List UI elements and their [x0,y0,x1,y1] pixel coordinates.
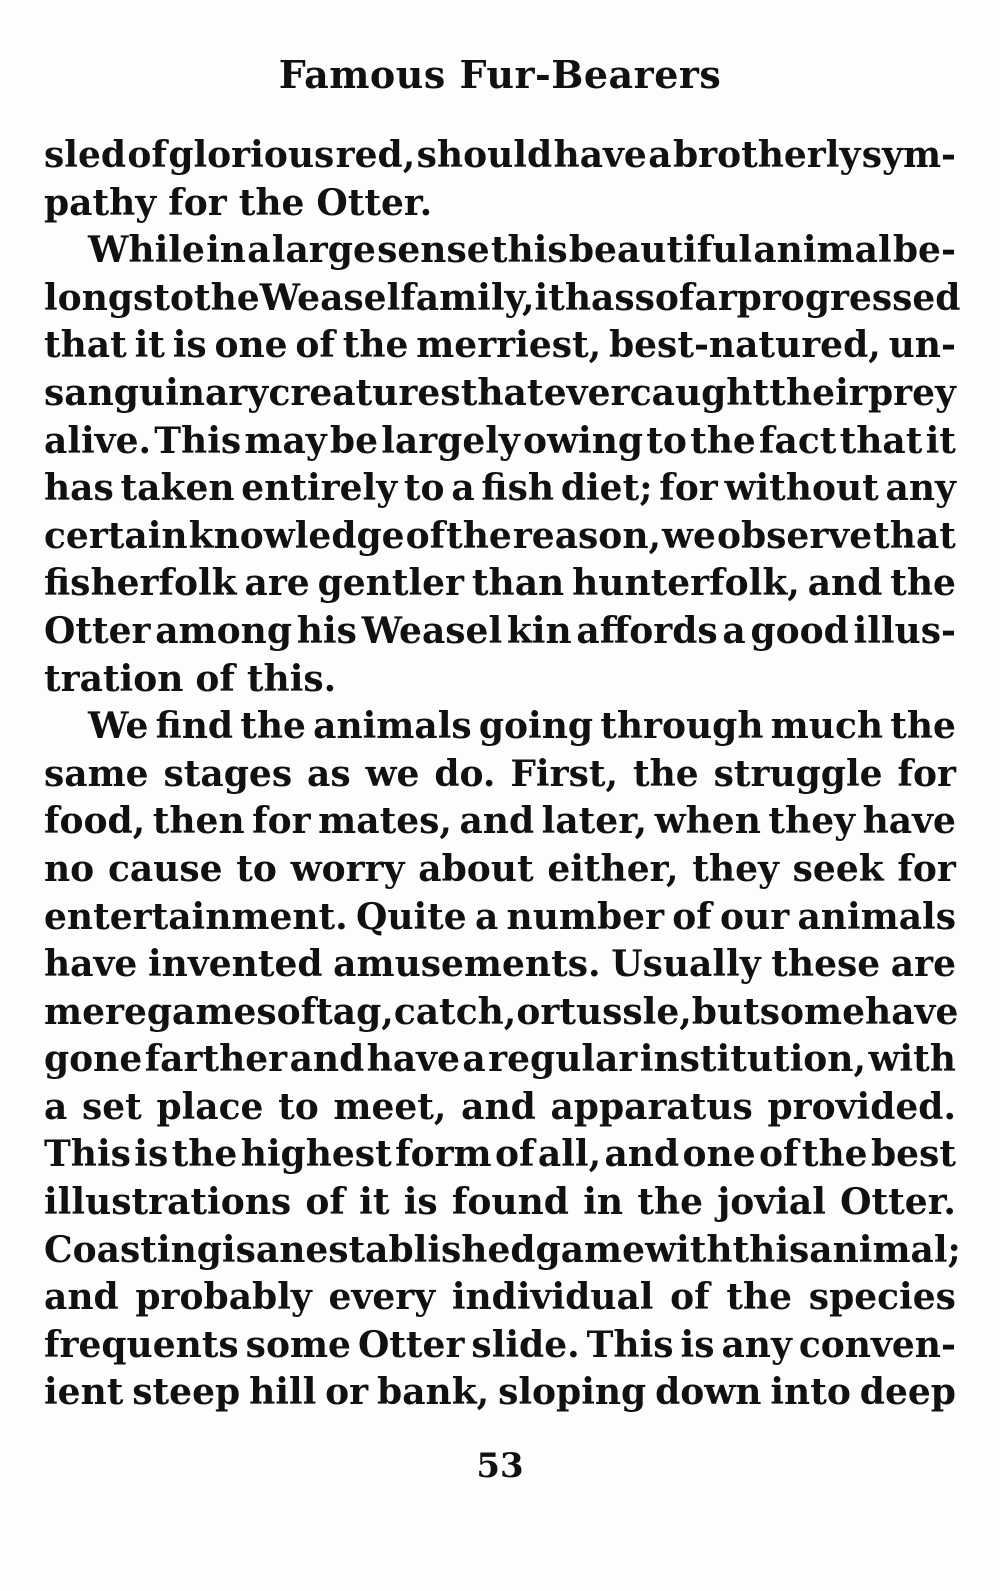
word: that [460,371,544,414]
word: of [127,134,167,176]
word: it [925,419,956,462]
word: for [897,752,956,795]
word: affords [576,609,718,652]
word: fish [481,467,555,510]
word: is [221,1228,256,1271]
word: is [134,1133,169,1176]
word: alive. [44,419,152,462]
word: game [535,1228,646,1271]
word: and [604,1133,680,1176]
text-line [44,989,959,1037]
word: hill [249,1371,317,1414]
word: largely [381,419,520,462]
word: every [328,1276,436,1319]
text-line [44,227,956,275]
text-line [44,798,956,846]
word: steep [132,1371,241,1414]
text-line [44,941,956,989]
word: certain [44,514,188,557]
word: all, [537,1133,602,1176]
word: gone [44,1038,143,1081]
word: tration [44,657,184,700]
word: sanguinary [44,371,269,414]
word: have [44,943,138,986]
word: of [759,1133,799,1176]
word: far [678,276,737,319]
text-line [44,608,956,656]
word: fisherfolk [44,562,237,605]
word: that [873,514,956,557]
word: family, [400,276,535,319]
word: mere [44,990,147,1033]
word: owing [523,419,644,462]
word: to [403,467,445,510]
word: catch, [393,990,517,1033]
word: of [495,1133,535,1176]
word: While [88,229,205,272]
word: tussle, [559,990,692,1033]
word: and [461,1085,536,1128]
word: creatures [268,371,461,414]
word: may [244,419,327,462]
word: to [278,1085,319,1128]
word: the [342,324,409,367]
word: highest [240,1133,392,1176]
word: fact [759,419,837,462]
word: caught [629,371,770,414]
page-number: 53 [476,1446,524,1486]
word: individual [451,1276,654,1319]
text-line [44,180,956,228]
word: be [329,419,378,462]
word: species [808,1276,956,1319]
word: institution, [639,1038,867,1081]
word: for [168,181,227,224]
word: are [890,943,956,986]
word: a [474,895,499,938]
word: animals [797,895,956,938]
word: sloping [498,1371,647,1414]
word: bank, [377,1371,490,1414]
word: is [172,324,207,367]
word: progressed [736,276,961,319]
word: the [637,1181,704,1224]
word: than [471,562,565,605]
word: good [750,609,849,652]
word: entertainment. [44,895,348,938]
word: the [193,276,260,319]
word: should [416,134,553,176]
text-line [44,465,956,513]
word: the [171,1133,238,1176]
word: either, [547,847,679,890]
word: reason, [512,514,662,557]
word: Otter. [840,1181,956,1224]
word: we [365,752,420,795]
word: without [724,467,879,510]
word: large [271,229,376,272]
word: sym- [861,134,956,176]
word: one [214,324,288,367]
word: diet; [560,467,653,510]
word: pathy [44,181,157,224]
word: prey [867,371,956,414]
word: any [885,467,956,510]
word: in [206,229,246,272]
word: and [459,800,535,843]
word: a [247,229,271,272]
word: This [44,1133,131,1176]
word: First, [510,752,619,795]
text-line [44,1227,961,1275]
word: have [553,134,647,176]
word: knowledge [188,514,405,557]
text-line [44,1036,956,1084]
word: that [44,324,127,367]
word: that [839,419,923,462]
word: brotherly [672,134,861,176]
word: of [295,324,335,367]
text-line [44,370,956,418]
word: find [155,705,234,748]
word: it [359,1181,390,1224]
word: any [721,1323,792,1366]
word: they [692,847,779,890]
word: of [672,895,712,938]
word: same [44,752,149,795]
word: into [770,1371,851,1414]
word: some [759,990,866,1033]
word: about [418,847,534,890]
word: We [88,705,149,748]
word: the [890,562,956,605]
word: for [659,467,718,510]
word: found [451,1181,569,1224]
text-line [44,1179,956,1227]
word: beautiful [568,229,753,272]
word: food, [44,800,146,843]
word: worry [290,847,405,890]
word: probably [135,1276,312,1319]
word: ever [543,371,630,414]
word: set [81,1085,142,1128]
word: in [583,1181,624,1224]
text-line [44,1084,956,1132]
word: frequents [44,1323,239,1366]
word: Otter. [316,181,433,224]
word: cause [107,847,223,890]
word: the [726,1276,793,1319]
word: the [240,705,306,748]
word: sense [377,229,490,272]
word: glorious [168,134,335,176]
text-line [44,322,956,370]
word: of [305,1181,345,1224]
word: number [506,895,665,938]
word: merriest, [416,324,602,367]
text-line [44,1131,956,1179]
word: do. [434,752,496,795]
word: the [238,181,305,224]
word: un- [888,324,956,367]
text-line [44,846,956,894]
word: established [305,1228,536,1271]
word: this [732,1228,810,1271]
word: it [134,324,165,367]
text-line [44,418,956,466]
word: their [769,371,868,414]
text-line [44,132,956,180]
word: this [490,229,568,272]
word: of [276,990,317,1033]
word: have [862,800,956,843]
word: we [662,514,716,557]
word: for [252,800,311,843]
word: is [403,1181,438,1224]
word: invented [147,943,323,986]
word: is [680,1323,715,1366]
word: This [586,1323,674,1366]
word: sled [44,134,127,176]
word: for [897,847,956,890]
word: tag, [316,990,394,1033]
word: stages [163,752,293,795]
word: a [451,467,475,510]
word: no [44,847,95,890]
word: to [153,276,194,319]
word: regular [488,1038,638,1081]
text-line [44,560,956,608]
word: place [156,1085,264,1128]
word: animal [753,229,892,272]
word: observe [716,514,873,557]
word: animal; [809,1228,961,1271]
word: Weasel [361,609,503,652]
word: games [146,990,277,1033]
word: mates, [318,800,452,843]
body-text [44,132,961,1417]
word: amusements. [333,943,601,986]
word: an [255,1228,306,1271]
word: ient [44,1371,124,1414]
word: the [890,705,956,748]
text-line [44,1322,956,1370]
running-head: Famous Fur-Bearers [278,52,722,97]
word: longs [44,276,154,319]
word: have [865,990,959,1033]
word: gentler [317,562,465,605]
word: it [534,276,565,319]
word: so [634,276,679,319]
word: when [654,800,761,843]
word: going [478,705,594,748]
word: are [244,562,310,605]
word: deep [859,1371,956,1414]
word: Usually [611,943,761,986]
text-line [44,1369,956,1417]
word: and [44,1276,119,1319]
word: This [154,419,242,462]
word: down [655,1371,762,1414]
word: form [395,1133,492,1176]
word: later, [541,800,648,843]
word: farther [144,1038,288,1081]
word: to [646,419,687,462]
word: this. [246,657,337,700]
word: Coasting [44,1228,222,1271]
word: the [801,1133,868,1176]
text-line [44,894,956,942]
word: a [648,134,672,176]
word: illustrations [44,1181,292,1224]
word: the [690,419,756,462]
word: of [195,657,235,700]
word: has [564,276,635,319]
word: have [366,1038,460,1081]
word: some [245,1323,351,1366]
word: or [325,1371,369,1414]
word: animals [313,705,472,748]
word: has [44,467,114,510]
word: then [152,800,245,843]
word: the [446,514,512,557]
word: best-natured, [608,324,881,367]
word: entirely [241,467,398,510]
word: seek [792,847,884,890]
word: hunterfolk, [572,562,800,605]
word: struggle [713,752,883,795]
text-line [44,275,961,323]
word: and [807,562,883,605]
text-line [44,703,956,751]
word: one [682,1133,756,1176]
word: Quite [355,895,467,938]
word: or [516,990,560,1033]
text-line [44,751,956,799]
word: red, [335,134,416,176]
word: provided. [767,1085,956,1128]
word: slide. [471,1323,580,1366]
text-line [44,513,956,561]
word: with [868,1038,956,1081]
word: much [770,705,884,748]
word: the [632,752,699,795]
word: illus- [853,609,956,652]
word: as [307,752,351,795]
word: Otter [357,1323,465,1366]
word: of [405,514,446,557]
word: these [771,943,881,986]
word: jovial [717,1181,826,1224]
word: and [289,1038,365,1081]
word: but [691,990,760,1033]
word: they [768,800,856,843]
word: Weasel [259,276,401,319]
word: kin [506,609,572,652]
word: a [722,609,746,652]
word: apparatus [550,1085,753,1128]
word: a [462,1038,486,1081]
word: of [670,1276,710,1319]
word: meet, [333,1085,447,1128]
word: a [44,1085,68,1128]
word: best [870,1133,956,1176]
word: among [155,609,292,652]
word: with [645,1228,733,1271]
word: our [720,895,790,938]
word: Otter [44,609,151,652]
word: to [236,847,277,890]
word: conven- [798,1323,956,1366]
word: through [600,705,764,748]
text-line [44,656,956,704]
word: his [296,609,357,652]
text-line [44,1274,956,1322]
word: be- [892,229,956,272]
word: taken [120,467,235,510]
